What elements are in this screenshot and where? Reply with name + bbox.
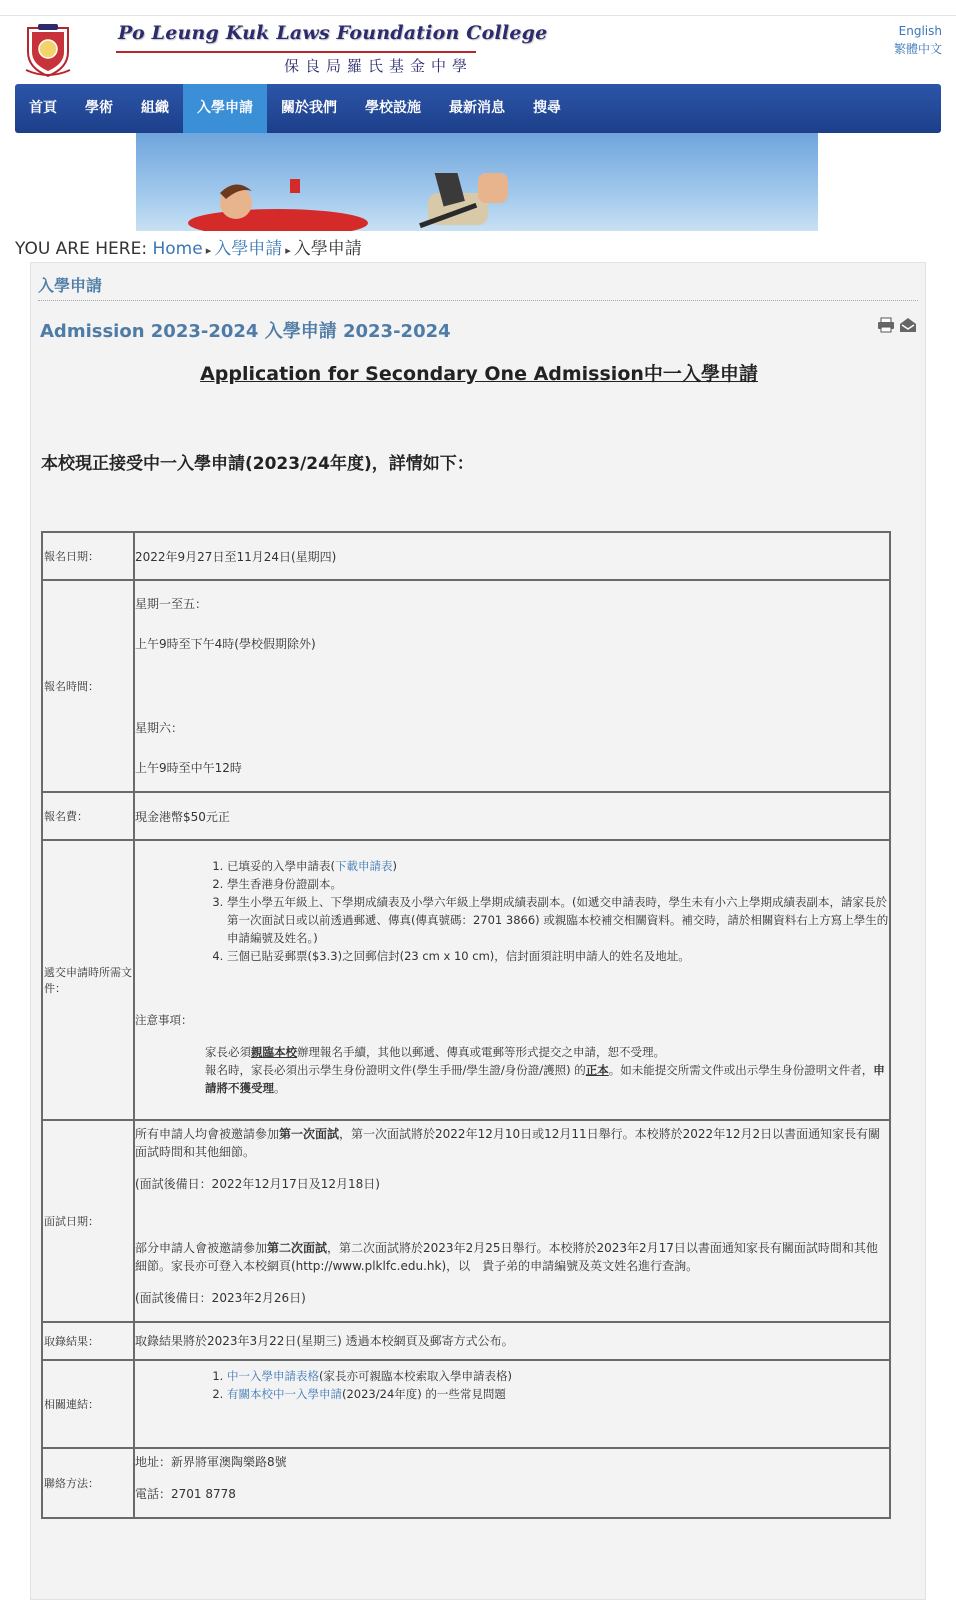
interview-first: 所有申請人均會被邀請參加第一次面試，第一次面試將於2022年12月10日或12月11日舉行。本校將於2022年12月2日以書面通知家長有關面試時間和其他細節。 (135, 1127, 881, 1159)
lang-english-link[interactable]: English (898, 24, 942, 38)
interview-second-backup: (面試後備日：2023年2月26日) (135, 1291, 306, 1305)
table-row (42, 1120, 890, 1322)
interview-first-backup: (面試後備日：2022年12月17日及12月18日) (135, 1177, 380, 1191)
notice-line-1: 家長必須親臨本校辦理報名手續，其他以郵遞、傳真或電郵等形式提交之申請，恕不受理。 (205, 1045, 665, 1059)
breadcrumb-prefix: YOU ARE HERE: (15, 239, 148, 259)
row-value-time (134, 580, 890, 792)
row-value-links (134, 1360, 890, 1448)
saturday-hours: 上午9時至中午12時 (135, 761, 242, 775)
interview-second: 部分申請人會被邀請參加第二次面試，第二次面試將於2023年2月25日舉行。本校將於2023年2月17日以書面通知家長有關面試時間和其他細節。家長亦可登入本校網頁(http://www.plklfc.edu.hk)，以 貴子弟的申請編號及英文姓名進行查詢。 (135, 1241, 878, 1273)
school-crest-logo[interactable] (22, 22, 74, 78)
related-links-list (207, 1367, 889, 1403)
row-label-interview: 面試日期： (42, 1120, 134, 1322)
print-icon[interactable] (877, 317, 895, 333)
nav-search[interactable]: 搜尋 (533, 100, 561, 116)
lang-chinese-link[interactable]: 繁體中文 (893, 42, 942, 56)
table-row (42, 1448, 890, 1518)
breadcrumb (15, 234, 362, 259)
row-value-date: 2022年9月27日至11月24日(星期四) (134, 532, 890, 580)
list-item: 1. 已填妥的入學申請表(下載申請表) (227, 857, 889, 875)
row-label-date: 報名日期： (42, 532, 134, 580)
admission-heading: Application for Secondary One Admission中一入學申請 (200, 363, 758, 385)
top-divider (0, 15, 956, 16)
row-label-fee: 報名費： (42, 792, 134, 840)
contact-address: 地址：新界將軍澳陶樂路8號 (135, 1455, 287, 1469)
table-row (42, 840, 890, 1120)
admission-info-table (41, 531, 891, 1519)
table-row (42, 532, 890, 580)
nav-admission[interactable]: 入學申請 (183, 84, 267, 133)
breadcrumb-separator-icon: ▸ (205, 244, 212, 257)
breadcrumb-admission-link[interactable]: 入學申請 (214, 239, 283, 259)
table-row (42, 792, 890, 840)
row-value-result: 取錄結果將於2023年3月22日(星期三) 透過本校網頁及郵寄方式公布。 (134, 1322, 890, 1360)
email-icon[interactable] (899, 317, 917, 333)
table-row (42, 580, 890, 792)
application-form-link[interactable]: 中一入學申請表格 (227, 1369, 319, 1383)
section-title: 入學申請 (38, 276, 103, 295)
contact-phone: 電話：2701 8778 (135, 1487, 236, 1501)
list-item: 2. 學生香港身份證副本。 (227, 875, 889, 893)
admission-intro: 本校現正接受中一入學申請(2023/24年度)，詳情如下： (41, 454, 474, 474)
row-label-contact: 聯絡方法： (42, 1448, 134, 1518)
row-label-docs: 遞交申請時所需文件： (42, 840, 134, 1120)
main-nav (15, 84, 941, 133)
row-value-interview (134, 1120, 890, 1322)
table-row (42, 1360, 890, 1448)
breadcrumb-separator-icon: ▸ (285, 244, 291, 257)
school-name-english[interactable]: Po Leung Kuk Laws Foundation College (118, 22, 548, 44)
nav-news[interactable]: 最新消息 (449, 100, 505, 116)
notice-line-2: 報名時，家長必須出示學生身份證明文件(學生手冊/學生證/身份證/護照) 的正本。如未能提交所需文件或出示學生身份證明文件者，申請將不獲受理。 (205, 1063, 885, 1095)
school-name-chinese[interactable]: 保良局羅氏基金中學 (284, 57, 474, 75)
row-label-result: 取錄結果： (42, 1322, 134, 1360)
brand-underline (116, 51, 476, 53)
article-tools (877, 317, 917, 333)
breadcrumb-current: 入學申請 (293, 239, 362, 259)
nav-home[interactable]: 首頁 (29, 100, 57, 116)
weekday-label: 星期一至五： (135, 597, 208, 611)
section-divider (38, 300, 918, 301)
content-panel (30, 262, 926, 1600)
list-item: 2. 有關本校中一入學申請(2023/24年度) 的一些常見問題 (227, 1385, 889, 1403)
row-value-fee: 現金港幣$50元正 (134, 792, 890, 840)
row-value-contact (134, 1448, 890, 1518)
nav-facilities[interactable]: 學校設施 (365, 100, 421, 116)
row-label-time: 報名時間： (42, 580, 134, 792)
faq-link[interactable]: 有關本校中一入學申請 (227, 1387, 342, 1401)
article-title[interactable]: Admission 2023-2024 入學申請 2023-2024 (40, 321, 451, 342)
row-label-links: 相關連結： (42, 1360, 134, 1448)
banner-image (136, 133, 818, 231)
list-item: 1. 中一入學申請表格(家長亦可親臨本校索取入學申請表格) (227, 1367, 889, 1385)
list-item: 4. 三個已貼妥郵票($3.3)之回郵信封(23 cm x 10 cm)，信封面須註明申請人的姓名及地址。 (227, 947, 889, 965)
person-with-laptop-illustration (178, 173, 508, 231)
notice-title: 注意事項： (135, 1013, 193, 1027)
breadcrumb-home-link[interactable]: Home (152, 239, 203, 259)
nav-academic[interactable]: 學術 (85, 100, 113, 116)
saturday-label: 星期六： (135, 721, 184, 735)
required-docs-list (207, 857, 889, 965)
row-value-docs (134, 840, 890, 1120)
table-row (42, 1322, 890, 1360)
download-form-link[interactable]: 下載申請表 (335, 859, 393, 873)
weekday-hours: 上午9時至下午4時(學校假期除外) (135, 637, 316, 651)
language-switcher (894, 22, 942, 58)
nav-organization[interactable]: 組織 (141, 100, 169, 116)
nav-about-us[interactable]: 關於我們 (281, 100, 337, 116)
list-item: 3. 學生小學五年級上、下學期成績表及小學六年級上學期成績表副本。(如遞交申請表時，學生未有小六上學期成績表副本，請家長於第一次面試日或以前透過郵遞、傳真(傳真號碼：2701 3866) 或親臨本校補交相關資料。補交時，請於相關資料右上方寫上學生的申請編號及姓名。) (227, 893, 889, 947)
